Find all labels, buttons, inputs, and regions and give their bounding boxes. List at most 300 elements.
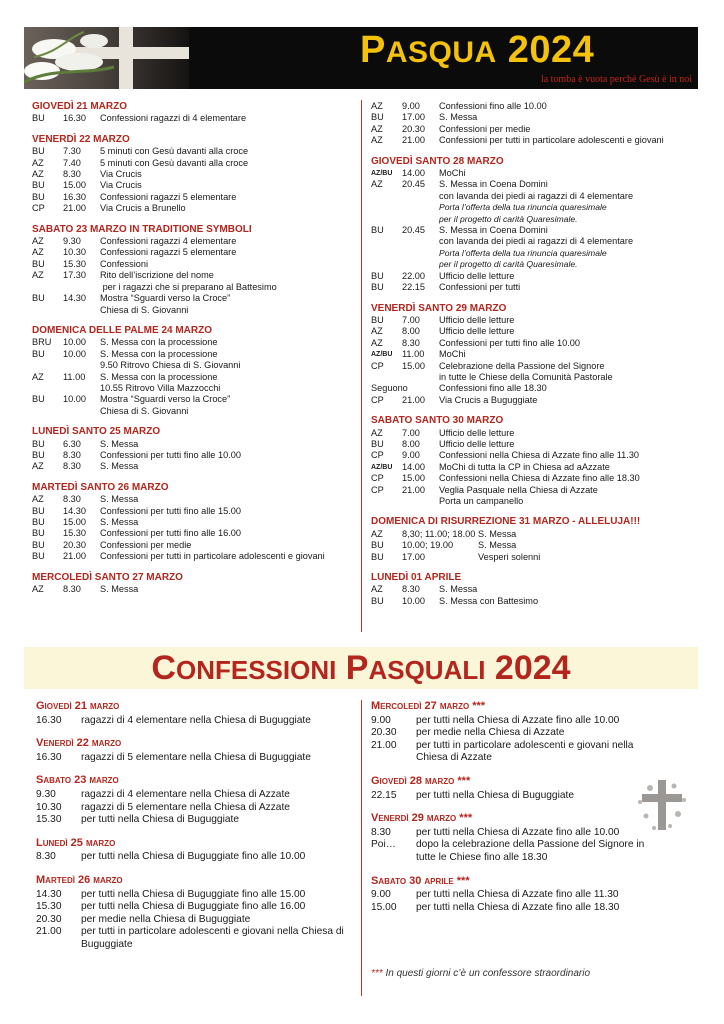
row-description-text: S. Messa: [478, 528, 517, 539]
schedule-row: [32, 113, 352, 124]
schedule-row: [371, 124, 701, 135]
row-description-text: Vesperi solenni: [478, 551, 541, 562]
row-description-text: Via Crucis a Brunello: [100, 203, 186, 214]
row-description: [439, 326, 701, 337]
row-where: BU: [32, 146, 45, 157]
row-time: 10.00: [63, 348, 86, 359]
confession-row: [371, 889, 671, 902]
row-description: [439, 485, 701, 508]
row-time: 7.30: [63, 146, 81, 157]
confession-time: 21.00: [371, 739, 397, 751]
row-description-text: S. Messa in Coena Domini con lavanda dei piedi ai ragazzi di 4 elementare: [439, 179, 634, 201]
row-time: 7.40: [63, 157, 81, 168]
row-description-text: Veglia Pasquale nella Chiesa di Azzate Porta un campanello: [439, 484, 598, 506]
row-time: 8.30: [63, 584, 81, 595]
row-description: [439, 462, 701, 473]
row-where: BU: [371, 225, 384, 236]
row-time: 8.30: [402, 584, 420, 595]
row-description-text: Ufficio delle letture: [439, 314, 515, 325]
row-description-text: Confessioni per tutti in particolare adolescenti e giovani: [100, 551, 325, 562]
row-description-text: Confessioni ragazzi 5 elementare: [100, 247, 237, 258]
row-description: [439, 361, 701, 384]
row-where: AZ: [371, 326, 383, 337]
row-description-text: 5 minuti con Gesù davanti alla croce: [100, 146, 249, 157]
row-description: [100, 293, 352, 316]
row-time: 22.15: [402, 282, 425, 293]
row-time: 21.00: [402, 484, 425, 495]
row-note: Porta l’offerta della tua rinuncia quaresimale per il progetto di carità Quaresimale.: [439, 202, 607, 224]
row-description-text: S. Messa: [100, 494, 139, 505]
row-where: BU: [371, 540, 384, 551]
row-where: BU: [32, 517, 45, 527]
row-where: AZ: [32, 169, 44, 180]
row-description: [100, 192, 352, 203]
confession-description: per tutti nella Chiesa di Buguggiate fino alle 10.00: [81, 851, 306, 863]
row-time: 21.00: [63, 551, 86, 562]
row-description: [439, 596, 701, 607]
schedule-row: [32, 192, 352, 203]
confession-description: per tutti nella Chiesa di Azzate fino alle 18.30: [416, 901, 620, 913]
confession-time: 9.30: [36, 788, 56, 800]
schedule-row: [371, 439, 701, 450]
schedule-row: [32, 259, 352, 270]
schedule-row: [32, 506, 352, 517]
row-where: BU: [371, 282, 384, 293]
row-where: BU: [32, 528, 45, 539]
row-note: Porta l’offerta della tua rinuncia quaresimale per il progetto di carità Quaresimale.: [439, 247, 607, 270]
schedule-row: [32, 528, 352, 539]
confession-row: [36, 901, 354, 914]
schedule-day-heading: DOMENICA DELLE PALME 24 MARZO: [32, 324, 213, 336]
row-description-text: Via Crucis: [100, 180, 142, 191]
schedule-row: [32, 337, 352, 348]
confession-description: per tutti in particolare adolescenti e giovani nella Chiesa di Buguggiate: [81, 926, 344, 950]
schedule-row: [371, 361, 701, 384]
confession-time: 15.00: [371, 901, 397, 913]
schedule-row: [32, 551, 352, 562]
row-time: 10.00; 19.00: [402, 540, 454, 551]
confession-time: 8.30: [371, 826, 391, 838]
confession-description: per medie nella Chiesa di Buguggiate: [81, 913, 251, 925]
row-where: CP: [371, 360, 384, 371]
confession-description: per tutti nella Chiesa di Buguggiate: [81, 814, 240, 826]
confession-description: ragazzi di 4 elementare nella Chiesa di Azzate: [81, 788, 290, 800]
confession-time: 22.15: [371, 789, 397, 801]
confession-time: 20.30: [36, 913, 62, 925]
confession-day-heading: Venerdì 29 marzo ***: [371, 812, 473, 825]
row-description: [439, 473, 701, 484]
row-description: [100, 203, 352, 214]
schedule-row: [371, 349, 701, 360]
confessioni-footnote: [371, 968, 590, 979]
confession-description: per tutti nella Chiesa di Buguggiate fino alle 16.00: [81, 901, 306, 913]
row-description: [100, 461, 352, 472]
confession-time: 15.30: [36, 814, 62, 826]
row-where: Seguono: [371, 383, 408, 394]
row-description: [439, 101, 701, 112]
row-where: AZ/BU: [371, 170, 393, 178]
confession-row: [371, 839, 671, 864]
row-where: BU: [32, 551, 45, 562]
row-time: 17.30: [63, 270, 86, 281]
row-description: [439, 338, 701, 349]
page-title: PASQUA 2024: [360, 29, 595, 71]
confession-day-heading: Giovedì 28 marzo ***: [371, 774, 471, 787]
row-time: 14.30: [63, 505, 86, 516]
schedule-day-heading: SABATO 23 MARZO IN TRADITIONE SYMBOLI: [32, 223, 252, 235]
row-where: AZ: [32, 157, 44, 168]
row-description: [100, 394, 352, 417]
schedule-row: [371, 338, 701, 349]
confession-time: 9.00: [371, 714, 391, 726]
schedule-right-column: [371, 101, 701, 607]
row-description-text: Confessioni fino alle 18.30: [439, 383, 547, 394]
row-description-text: S. Messa: [439, 112, 478, 123]
row-description-text: Ufficio delle letture: [439, 270, 515, 281]
row-time: 8.30: [63, 461, 81, 472]
row-description-text: S. Messa: [439, 584, 478, 595]
confessioni-title: CONFESSIONI PASQUALI 2024: [151, 649, 571, 687]
row-time: 21.00: [402, 394, 425, 405]
row-description: [478, 552, 701, 563]
row-time: 15.30: [63, 528, 86, 539]
row-where: BRU: [32, 337, 52, 348]
schedule-left-column: [32, 101, 352, 595]
confession-description: ragazzi di 5 elementare nella Chiesa di Azzate: [81, 801, 290, 813]
row-time: 20.45: [402, 179, 425, 190]
row-time: 21.00: [402, 135, 425, 146]
page-subtitle: la tomba è vuota perché Gesù è in noi: [540, 74, 692, 85]
schedule-row: [32, 584, 352, 595]
row-time: 9.00: [402, 101, 420, 111]
row-where: CP: [32, 203, 45, 214]
row-time: 20.30: [63, 539, 86, 550]
confession-row: [36, 851, 354, 864]
schedule-row: [371, 485, 701, 508]
row-description-text: Confessioni ragazzi 5 elementare: [100, 191, 237, 202]
lily-and-cross-image: [24, 27, 189, 89]
row-description-text: MoChi: [439, 349, 466, 360]
confessioni-banner: [24, 647, 698, 689]
row-time: 8,30; 11.00; 18.00: [402, 528, 476, 539]
schedule-row: [371, 428, 701, 439]
confession-row: [36, 752, 354, 765]
row-time: 15.00: [63, 517, 86, 527]
row-where: AZ: [371, 135, 383, 146]
row-description: [439, 315, 701, 326]
schedule-row: [371, 450, 701, 461]
row-description-text: Celebrazione della Passione del Signore in tutte le Chiese della Comunità Pastorale: [439, 360, 613, 382]
row-time: 8.00: [402, 326, 420, 337]
ash-cross-image: [630, 774, 694, 836]
confession-row: [371, 902, 671, 915]
schedule-row: [32, 394, 352, 417]
row-time: 8.30: [63, 449, 81, 460]
row-time: 20.30: [402, 123, 425, 134]
row-where: AZ: [32, 247, 44, 258]
row-description: [100, 372, 352, 395]
confession-description: per tutti nella Chiesa di Azzate fino alle 11.30: [416, 889, 619, 901]
row-where: BU: [32, 293, 45, 304]
schedule-row: [32, 349, 352, 372]
row-description: [100, 236, 352, 247]
confession-description: per tutti in particolare adolescenti e giovani nella Chiesa di Azzate: [416, 739, 634, 764]
row-description: [100, 540, 352, 551]
row-where: BU: [32, 180, 45, 191]
row-where: AZ: [371, 584, 383, 595]
schedule-row: [371, 473, 701, 484]
row-description: [100, 259, 352, 270]
confession-day-heading: Lunedì 25 marzo: [36, 836, 116, 849]
row-description-text: Via Crucis a Buguggiate: [439, 394, 538, 405]
schedule-row: [32, 517, 352, 528]
schedule-row: [32, 439, 352, 450]
row-where: AZ: [371, 337, 383, 348]
schedule-row: [32, 146, 352, 157]
confession-time: 10.30: [36, 801, 62, 813]
schedule-day-heading: GIOVEDÌ 21 MARZO: [32, 101, 128, 112]
row-where: BU: [32, 449, 45, 460]
row-where: BU: [371, 551, 384, 562]
row-description: [478, 540, 701, 551]
schedule-row: [32, 203, 352, 214]
confession-row: [36, 814, 354, 827]
schedule-row: [371, 383, 701, 394]
row-time: 6.30: [63, 438, 81, 449]
row-time: 7.00: [402, 314, 420, 325]
row-where: BU: [32, 394, 45, 405]
row-description: [100, 439, 352, 450]
schedule-row: [32, 270, 352, 293]
row-description-text: S. Messa con la processione: [100, 337, 218, 348]
row-time: 17.00: [402, 551, 425, 562]
row-description: [439, 124, 701, 135]
row-time: 11.00: [402, 349, 425, 360]
row-time: 15.30: [63, 258, 86, 269]
row-description-text: Ufficio delle letture: [439, 326, 515, 337]
row-time: 8.00: [402, 438, 420, 449]
row-time: 15.00: [402, 360, 425, 371]
row-description-text: S. Messa: [100, 584, 139, 595]
row-where: AZ/BU: [371, 351, 393, 359]
row-description-text: Rito dell’iscrizione del nome per i ragazzi che si preparano al Battesimo: [100, 270, 277, 292]
row-description: [100, 506, 352, 517]
row-where: BU: [32, 258, 45, 269]
row-time: 7.00: [402, 427, 420, 438]
confession-description: dopo la celebrazione della Passione del Signore in tutte le Chiese fino alle 18.30: [416, 839, 645, 863]
row-where: AZ: [371, 179, 383, 190]
row-description-text: Confessioni nella Chiesa di Azzate fino alle 18.30: [439, 473, 640, 484]
confession-time: 9.00: [371, 889, 391, 901]
schedule-row: [371, 135, 701, 146]
row-where: BU: [371, 595, 384, 606]
row-time: 8.30: [63, 494, 81, 505]
row-description: [439, 112, 701, 123]
row-description: [100, 270, 352, 293]
confession-time: Poi…: [371, 839, 396, 851]
confession-day-heading: Mercoledì 27 marzo ***: [371, 700, 486, 712]
row-description: [100, 528, 352, 539]
row-description-text: Mostra “Sguardi verso la Croce” Chiesa di S. Giovanni: [100, 394, 231, 416]
row-time: 8.30: [402, 337, 420, 348]
row-description-text: S. Messa con la processione 9.50 Ritrovo Chiesa di S. Giovanni: [100, 348, 241, 371]
row-where: CP: [371, 450, 384, 461]
row-time: 11.00: [63, 371, 86, 382]
row-description-text: Ufficio delle letture: [439, 438, 515, 449]
row-time: 10.30: [63, 247, 86, 258]
row-description-text: Ufficio delle letture: [439, 427, 515, 438]
confession-row: [36, 889, 354, 902]
schedule-day-heading: SABATO SANTO 30 MARZO: [371, 415, 504, 427]
schedule-row: [371, 462, 701, 473]
row-time: 22.00: [402, 270, 425, 281]
row-description: [100, 337, 352, 348]
confession-day-heading: Sabato 30 aprile ***: [371, 874, 470, 887]
confession-description: per tutti nella Chiesa di Buguggiate fino alle 15.00: [81, 888, 306, 900]
confession-row: [371, 790, 671, 803]
row-description-text: Confessioni per tutti fino alle 10.00: [439, 337, 580, 348]
schedule-row: [32, 236, 352, 247]
row-where: AZ: [371, 427, 383, 438]
row-time: 9.30: [63, 236, 81, 247]
row-description: [439, 282, 701, 293]
schedule-row: [32, 169, 352, 180]
row-description-text: Confessioni per medie: [100, 539, 192, 550]
row-time: [402, 383, 439, 394]
schedule-day-heading: VENERDÌ 22 MARZO: [32, 133, 130, 145]
schedule-row: [371, 596, 701, 607]
row-description: [100, 349, 352, 372]
row-description-text: Confessioni: [100, 258, 149, 269]
schedule-row: [32, 372, 352, 395]
row-where: CP: [371, 394, 384, 405]
schedule-day-heading: DOMENICA DI RISURREZIONE 31 MARZO - ALLELUJA!!!: [371, 516, 641, 528]
confession-time: 15.30: [36, 901, 62, 913]
row-description-text: Confessioni per tutti in particolare adolescenti e giovani: [439, 135, 664, 146]
row-description: [100, 158, 352, 169]
row-description-text: S. Messa con la processione 10.55 Ritrovo Villa Mazzocchi: [100, 371, 221, 393]
row-description-text: S. Messa con Battesimo: [439, 595, 539, 606]
row-where: BU: [371, 314, 384, 325]
row-where: BU: [32, 348, 45, 359]
row-description-text: Confessioni ragazzi 4 elementare: [100, 236, 237, 247]
schedule-row: [32, 450, 352, 461]
row-description-text: Confessioni fino alle 10.00: [439, 101, 547, 111]
confession-day-heading: Sabato 23 marzo: [36, 774, 119, 787]
row-time: 14.00: [402, 461, 425, 472]
row-description-text: 5 minuti con Gesù davanti alla croce: [100, 157, 249, 168]
confessioni-right-column: [371, 700, 671, 914]
confession-description: ragazzi di 5 elementare nella Chiesa di Buguggiate: [81, 751, 311, 763]
row-description: [100, 494, 352, 505]
row-description: [100, 584, 352, 595]
row-where: CP: [371, 484, 384, 495]
schedule-row: [371, 529, 701, 540]
row-where: AZ: [371, 528, 383, 539]
row-description: [100, 146, 352, 157]
row-description: [439, 271, 701, 282]
row-where: AZ: [371, 123, 383, 134]
confession-description: per tutti nella Chiesa di Buguggiate: [416, 789, 575, 801]
confession-time: 20.30: [371, 727, 397, 739]
schedule-row: [371, 315, 701, 326]
confession-row: [36, 914, 354, 927]
schedule-day-heading: MERCOLEDÌ SANTO 27 MARZO: [32, 571, 183, 583]
row-description: [439, 135, 701, 146]
row-description: [439, 428, 701, 439]
row-where: BU: [371, 270, 384, 281]
schedule-row: [32, 540, 352, 551]
row-time: 14.00: [402, 168, 425, 179]
row-where: AZ: [371, 101, 383, 111]
schedule-row: [371, 326, 701, 337]
confession-day-heading: Martedì 26 marzo: [36, 873, 123, 886]
schedule-row: [32, 293, 352, 316]
row-description-text: Confessioni per tutti fino alle 16.00: [100, 528, 241, 539]
schedule-row: [32, 158, 352, 169]
schedule-row: [371, 168, 701, 179]
schedule-row: [371, 112, 701, 123]
row-description: [439, 584, 701, 595]
row-description-text: Confessioni nella Chiesa di Azzate fino alle 11.30: [439, 450, 640, 461]
row-description: [439, 439, 701, 450]
row-where: BU: [32, 539, 45, 550]
confession-row: [36, 715, 354, 728]
schedule-day-heading: LUNEDÌ 01 APRILE: [371, 572, 462, 584]
row-time: 21.00: [63, 203, 86, 214]
row-description-text: S. Messa: [478, 540, 517, 551]
schedule-row: [371, 101, 701, 112]
confession-time: 8.30: [36, 851, 56, 863]
row-description: [439, 395, 701, 406]
row-description: [439, 225, 701, 271]
row-description: [439, 450, 701, 461]
confession-description: ragazzi di 4 elementare nella Chiesa di Buguggiate: [81, 714, 311, 726]
row-description: [100, 180, 352, 191]
schedule-row: [371, 552, 701, 563]
row-time: 20.45: [402, 225, 425, 236]
footnote-text: In questi giorni c’è un confessore straordinario: [382, 968, 591, 979]
row-time: 15.00: [63, 180, 86, 191]
row-description: [100, 169, 352, 180]
row-description-text: Confessioni ragazzi di 4 elementare: [100, 113, 247, 124]
confession-time: 14.30: [36, 888, 62, 900]
schedule-row: [371, 282, 701, 293]
footnote-stars: ***: [371, 968, 383, 979]
row-description: [439, 349, 701, 360]
confession-description: per medie nella Chiesa di Azzate: [416, 727, 565, 739]
row-where: AZ: [32, 461, 44, 472]
confession-description: per tutti nella Chiesa di Azzate fino alle 10.00: [416, 714, 620, 726]
schedule-row: [371, 271, 701, 282]
row-where: AZ: [32, 236, 44, 247]
row-where: CP: [371, 473, 384, 484]
schedule-row: [32, 247, 352, 258]
confession-description: per tutti nella Chiesa di Azzate fino alle 10.00: [416, 826, 620, 838]
schedule-day-heading: LUNEDÌ SANTO 25 MARZO: [32, 426, 161, 438]
header-banner: [24, 27, 698, 89]
row-description-text: S. Messa: [100, 438, 139, 449]
schedule-row: [32, 180, 352, 191]
row-description: [439, 383, 701, 394]
row-description: [478, 529, 701, 540]
confession-row: [371, 727, 671, 740]
row-time: 10.00: [402, 595, 425, 606]
confession-time: 16.30: [36, 751, 62, 763]
row-time: 16.30: [63, 113, 86, 124]
row-where: BU: [32, 191, 45, 202]
row-description-text: MoChi: [439, 168, 466, 179]
